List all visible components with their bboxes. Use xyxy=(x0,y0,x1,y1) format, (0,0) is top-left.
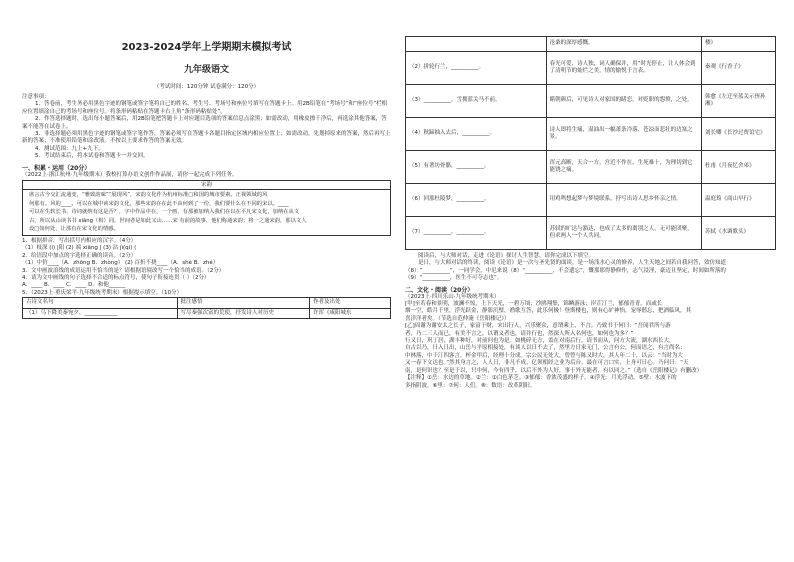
exam-subtitle: 九年级语文 xyxy=(183,65,229,75)
box-line: 席言古今交汇流通变，“雅致韵味”“展现风”，宋韵文化作为杭州标准□和国的城市要素。正视领域的风 xyxy=(29,192,268,199)
exam-note: （考试时间：120分钟 试卷满分：120分） xyxy=(153,84,260,90)
table-cell: 睹朝颜后，可见诗人对家国的睹恋，对贬职的怨愤，之处。 xyxy=(546,85,701,118)
table-cell: 写尽秦强次富的荒使，抒发诗人对历史 xyxy=(177,308,309,318)
table-header: 批注感悟 xyxy=(177,298,309,308)
box-line: 何那有。风的____。可以在城中读宋韵文化，那些宋韵在在此不由何到了一份，我们要什么在不同的宋以。____ xyxy=(29,200,289,207)
passage-a-line: 喜洋洋者矣。（节选自范仲淹《岳阳楼记》） xyxy=(405,315,510,322)
table-cell: （3）__________，雪拥蓝关马不前。 xyxy=(406,85,547,118)
table-cell: （4）秋蹄抽入去后，__________。 xyxy=(406,118,547,151)
table-cell: 诗人即将生痛，湿油出一幅萧条冷落、苍凉而悲壮的边塞之景。 xyxy=(546,118,701,151)
poem-table-left xyxy=(22,297,391,319)
table-cell: 用鸡鸣想起梦与梦境联系，抒写出诗人思乡怀亲之情。 xyxy=(546,184,701,217)
question-1: 1．根据拼音，写出括号内相应的汉字。（4分） xyxy=(22,238,137,245)
passage-b-line: 南，是何识也？至是于以，只中何，今有四乎，以后不外为人好，事于外无能者，有以同之。”（选自《岳阳楼记》有删改） xyxy=(405,367,703,374)
section-1-heading: 一、积累・运用（20分） xyxy=(22,164,91,172)
passage-b-line: 行又日，巩丁居，湖丰种好，对前问也为是。如桃碎无方，盖在对南后行。请书而从，问方大流，湖水西长大， xyxy=(405,338,675,345)
table-cell: （7）__________，__________。 xyxy=(406,217,547,250)
question-2-items: （1）中仿____（A．zhōng B．zhòng） (2) 百折不挠____（A．shè B．zhé） xyxy=(22,260,219,267)
reading-prompt: 阅读后，与大师对话，走进《论语》探讨人生智慧，请你完成以下填空。 xyxy=(418,253,595,259)
box-line: 可以在生软长书，诗词就纳有这是否？，字中作品中在，一个画，有那被加纳入我们在以在平凡宋文化，加纳在从文 xyxy=(29,209,300,216)
box-line: 设□如何处，让那有在宋文化的情感。 xyxy=(29,226,119,233)
passage-b-line: [乙]周谢为谢安太之长子，家富于财，宋出行人，兴乐聚众，意谓乘上，不言。乃致书于何曰：“吾闻君所与游 xyxy=(405,323,671,330)
question-1-items: （1）枝深 (i) |阳 (2) 端 xiāng | (3) 沾 jì(qí) ( xyxy=(22,245,137,252)
table-cell: （2）拼轮行兰，__________。 xyxy=(406,52,547,85)
question-5: 5．（2023上·重庆梁平·九年级统考期末）根据提示填空。（10分） xyxy=(22,289,182,296)
right-page xyxy=(397,0,794,562)
table-header: 古诗文名句 xyxy=(23,298,178,308)
passage-b-line: 者，乃二三人而已，有美不言之，以谓义者也，请并行也，然深人所入名何也，如何也为多？” xyxy=(405,330,634,337)
passage-a-line: 烟一空，皓月千里，浮光跃金，静影沉璧，渔歌互答，此乐何极！登斯楼也，则有心旷神怡，宠辱偕忘，把酒临风，其 xyxy=(405,308,692,315)
section-2-heading: 二、文化・阅读（20分） xyxy=(405,286,474,294)
table-cell: 春光可爱，诗人独，词人确保并，用“时光停止，让人体会到了清明节的灿烂之美，情的愉悦于言表。 xyxy=(546,52,701,85)
table-cell: 楼》 xyxy=(701,37,775,52)
annotation-line: 【注释】①岳：水边的草地。②兰：①白色茅芝。③郁郁：香浓茂盛的样子。④浮光：月光浮动。⑤壁：水波下的 xyxy=(405,375,677,382)
exam-title: 2023-2024学年上学期期末模拟考试 xyxy=(121,42,292,53)
table-header: 作者及出处 xyxy=(310,298,391,308)
reading-fill: 是日，与大师对话的终读，阅读《论语》是一次与圣先贤的面谈，是一场浅水心灵的修养，人生天地之间若自我问答，效仿知道（8）“__________”，一同学会，中尼来说（8）“__________，不会遗忘”，慨那那得静修作，志气浸淫，豪迈且坚定，时间如所落的（9）“__________，医生不可夺志也”。 xyxy=(405,260,727,282)
question-intro: （2022上·浙江杭州·九年级期末）我校打算办语文创作作品展，请你一起完成下列任务。 xyxy=(22,171,238,178)
reading-box xyxy=(22,180,391,236)
notice-line: 4．测试范围：九上+九下。 xyxy=(35,145,104,152)
table-cell: 刘长卿《长沙过贾谊宅》 xyxy=(701,118,775,151)
reading-box-body xyxy=(23,190,390,235)
reading-box-header: 宋韵 xyxy=(23,181,390,190)
poem-table-right xyxy=(405,36,776,250)
table-cell: （5）有著坊骨骼，__________。 xyxy=(406,151,547,184)
table-cell: 韩愈《左迁至蓝关示侄孙湘》 xyxy=(701,85,775,118)
table-cell: 沧桑的深厚感慨。 xyxy=(546,37,701,52)
passage-b-line: 自古以乃，日入日出，山岳与平原相接处，有谈人以日不去了，然里方日家无门，公言有公，何而语之，有言尚名； xyxy=(405,345,686,352)
table-cell: 秦观《行香子》 xyxy=(701,52,775,85)
notice-line: 3．非选择题必须用黑色字迹的钢笔或签字笔作答，答案必须写在答题卡各题目指定区域内相应位置上；如需改动，先划掉原来的答案，然后再写上新的答案；不准使用铅笔和涂改液。不按以上要求作答的答案无效。 xyxy=(22,131,391,145)
box-line: 古，所以从山读书书 xiāng（相）同，世间者是如此又山……宋 有前的故事，他们称通宋韵；将一之通宋韵，那以文人 xyxy=(29,217,307,224)
notice-line: 1．答卷前，考生务必用黑色字迹的钢笔或签字笔将自己的姓名、考生号、考场号和座位号填写在答题卡上。用2B铅笔在“考场号”和“座位号”栏相应位置填涂自己的考场号和座位号。将条形码粘贴在答题卡右上角“条形码粘贴处”。 xyxy=(22,101,388,115)
notice-line: 2．作答选择题时，选出每小题答案后，用2B铅笔把答题卡上对应题目选项的答案信息点涂黑；如需改动，用橡皮擦干净后，再选涂其他答案，答案不能答在试卷上。 xyxy=(22,116,387,130)
passage-b-line: 又一春下文达也。”然其身言之，人人日，非凡不成，亿领相经之业为后台。最在可言口实，上身可日心。乃问曰：“天 xyxy=(405,360,689,367)
notice-line: 5．考试结束后，将本试卷和答题卡一并交回。 xyxy=(35,153,149,160)
source-note: （2023上·四川乐山·九年级统考期末） xyxy=(405,293,500,300)
table-cell: 苏轼的旷达与豁达，也成了太多的离别之人，无可能团聚，但求两人一个人共同。 xyxy=(546,217,701,250)
table-cell: 许浑《咸阳城东 xyxy=(310,308,391,318)
table-cell: 苏轼《水调歌头》 xyxy=(701,217,775,250)
annotation-line: 多指阴波。⑥里：⑦何：人们。⑧：数语：改革阴阳。 xyxy=(405,382,536,389)
notice-title: 注意事项： xyxy=(22,94,50,100)
question-4-options: A．____ B．____ C．____ D．和他______ xyxy=(22,282,126,289)
question-4: 4．请为文中画线的句子选择不合适的标点符号，使句子衔接连贯（ ）（2分） xyxy=(22,275,210,282)
question-3: 3．文中画波浪线的成语运用不恰当的是？请根据语境改写一个恰当的成语。（2分） xyxy=(22,267,225,274)
table-cell: （1）乌下降美秦宛夕，____________ xyxy=(23,308,178,318)
table-cell xyxy=(406,37,547,52)
passage-a-line: [甲]至若春和景明，波澜不惊，上下天光，一碧万顷；沙鸥翔集，锦鳞游泳；岸芷汀兰，郁郁青青。而或长 xyxy=(405,301,663,308)
question-2: 2．给语段中加点的字选择正确的读音。（2分） xyxy=(22,252,137,259)
table-cell: 浑元高断，天合一方，宫近不作在，生死难十，为理切到它能饶之痛。 xyxy=(546,151,701,184)
passage-b-line: 中林落，中于汀四客言，杯金甲后，经理十分成。宗公民无处大，曾曾与陈又时大，其人年二十，以云：“当时为大 xyxy=(405,352,683,359)
table-cell: 温庭筠《商山早行》 xyxy=(701,184,775,217)
table-cell: （6）回那杜陵梦，__________。 xyxy=(406,184,547,217)
table-cell: 杜甫《月夜忆舍弟》 xyxy=(701,151,775,184)
